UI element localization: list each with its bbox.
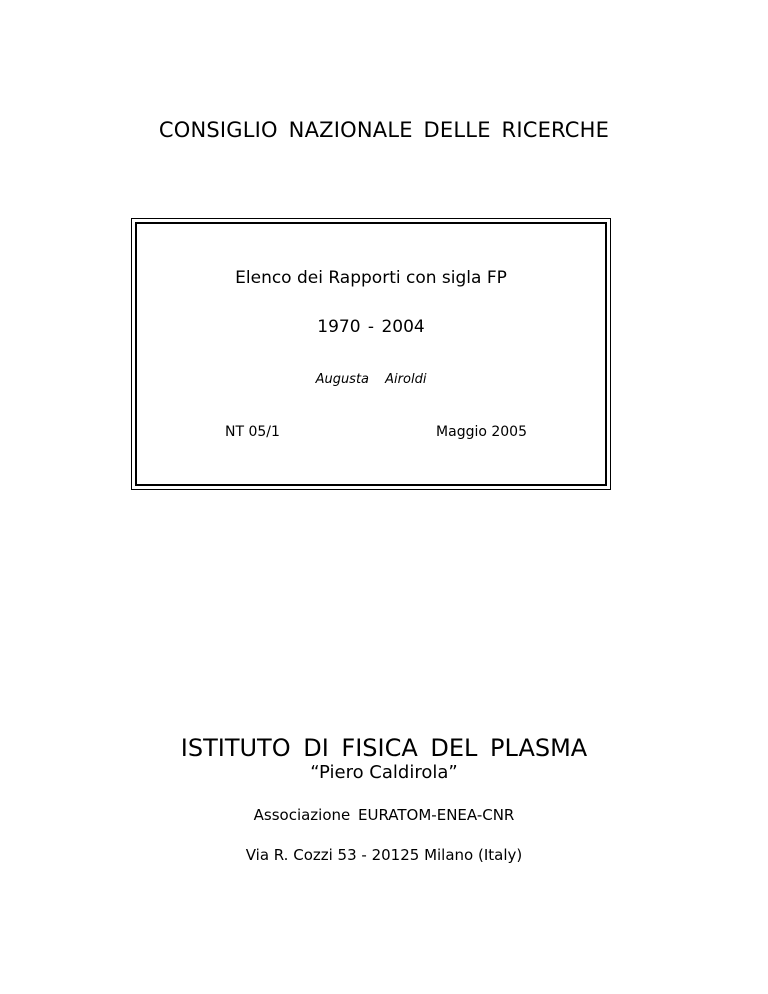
report-title: Elenco dei Rapporti con sigla FP <box>235 268 507 288</box>
address-line: Via R. Cozzi 53 - 20125 Milano (Italy) <box>245 846 523 864</box>
report-years: 1970 - 2004 <box>317 317 425 337</box>
institute-name: ISTITUTO DI FISICA DEL PLASMA <box>180 734 588 762</box>
report-title-box <box>131 218 611 490</box>
institute-subtitle: “Piero Caldirola” <box>310 762 458 783</box>
report-author: Augusta Airoldi <box>315 372 427 387</box>
report-code: NT 05/1 <box>225 424 280 440</box>
report-date: Maggio 2005 <box>436 424 527 440</box>
report-title-box-inner-border <box>135 222 607 486</box>
association-line: Associazione EURATOM-ENEA-CNR <box>253 806 515 824</box>
organization-header: CONSIGLIO NAZIONALE DELLE RICERCHE <box>158 118 610 142</box>
